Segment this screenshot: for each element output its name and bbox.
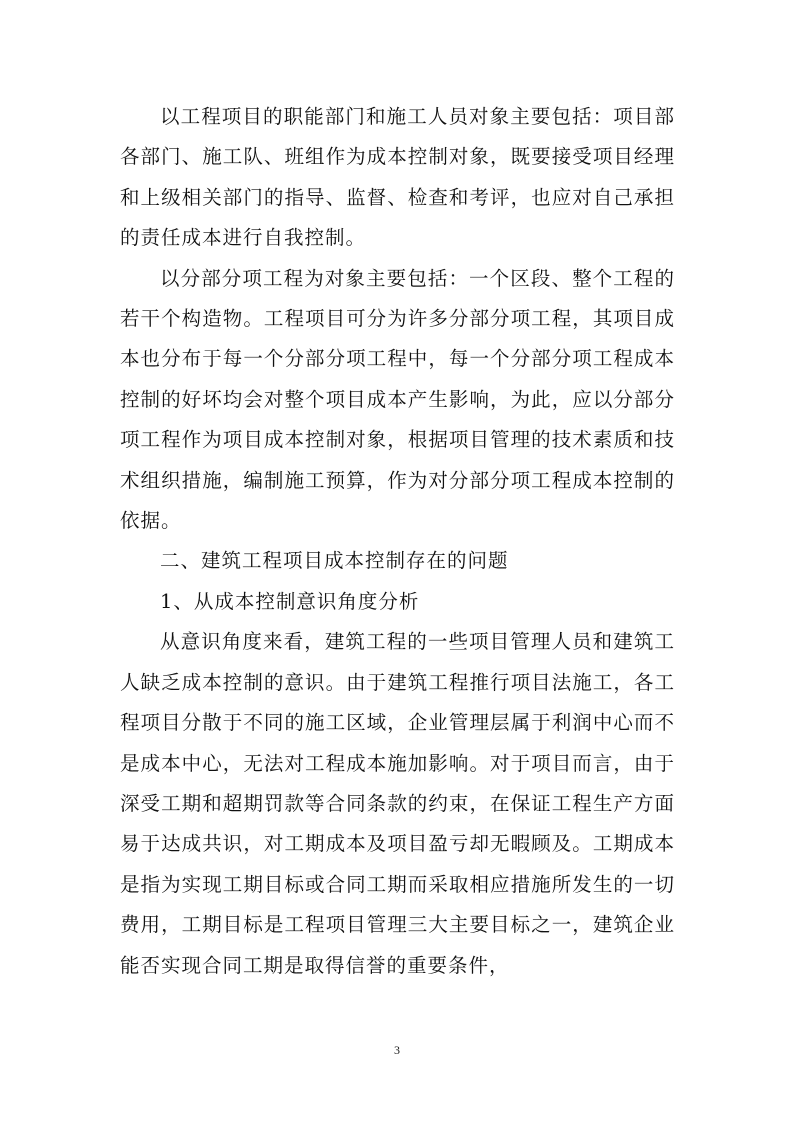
- page-number: 3: [394, 1043, 400, 1057]
- paragraph-responsibility-objects: 以工程项目的职能部门和施工人员对象主要包括：项目部各部门、施工队、班组作为成本控制对象，既要接受项目经理和上级相关部门的指导、监督、检查和考评，也应对自己承担的责任成本进行自我控制。: [120, 105, 675, 250]
- paragraph-subdivision-objects: 以分部分项工程为对象主要包括：一个区段、整个工程的若干个构造物。工程项目可分为许多分部分项工程，其项目成本也分布于每一个分部分项工程中，每一个分部分项工程成本控制的好坏均会对整个项目成本产生影响，为此，应以分部分项工程作为项目成本控制对象，根据项目管理的技术素质和技术组织措施，编制施工预算，作为对分部分项工程成本控制的依据。: [120, 266, 675, 533]
- document-body: [120, 97, 675, 986]
- paragraph-awareness-analysis: 从意识角度来看，建筑工程的一些项目管理人员和建筑工人缺乏成本控制的意识。由于建筑工程推行项目法施工，各工程项目分散于不同的施工区域，企业管理层属于利润中心而不是成本中心，无法对工程成本施加影响。对于项目而言，由于深受工期和超期罚款等合同条款的约束，在保证工程生产方面易于达成共识，对工期成本及项目盈亏却无暇顾及。工期成本是指为实现工期目标或合同工期而采取相应措施所发生的一切费用，工期目标是工程项目管理三大主要目标之一，建筑企业能否实现合同工期是取得信誉的重要条件，: [120, 630, 675, 977]
- subsection-heading: 1、从成本控制意识角度分析: [160, 589, 420, 613]
- section-heading: 二、建筑工程项目成本控制存在的问题: [160, 549, 509, 573]
